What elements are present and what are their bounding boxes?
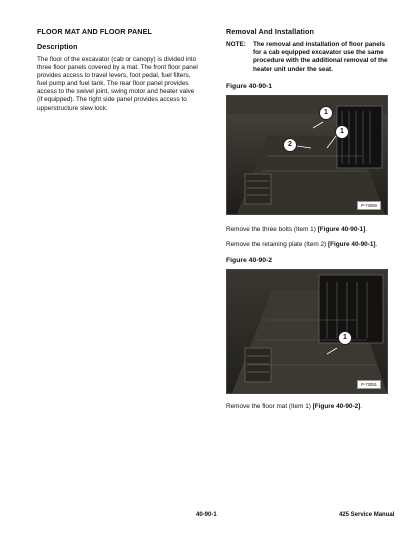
- figure-2-label: Figure 40-90-2: [226, 257, 273, 264]
- paragraph-line: fuel pump and fuel tank. The rear floor panel provides: [37, 80, 189, 88]
- figure-2-photo: [226, 269, 388, 394]
- step-3-end: .: [360, 403, 363, 410]
- photo-tag-1: P-73050: [357, 201, 381, 210]
- note-block: [226, 41, 404, 74]
- paragraph-line: (if equipped). The right side panel provides access to: [37, 96, 187, 104]
- paragraph-line: access to the swivel joint, swing motor and heater valve: [37, 88, 195, 96]
- figure-1-photo: [226, 95, 388, 215]
- note-line: procedure with the additional removal of the: [253, 57, 388, 65]
- figure-1-label: Figure 40-90-1: [226, 83, 273, 90]
- photo-tag-2: P-73051: [357, 380, 381, 389]
- callout-1: 1: [338, 331, 352, 345]
- step-1: [226, 226, 367, 234]
- step-2-end: .: [375, 241, 378, 248]
- callout-2: 2: [283, 138, 297, 152]
- page-number: 40-90-1: [196, 512, 217, 518]
- note-line: for a cab equipped excavator use the same: [253, 49, 384, 57]
- paragraph-line: provides access to travel levers, foot pedal, fuel filters,: [37, 72, 191, 80]
- step-2-text: Remove the retaining plate (Item 2): [226, 241, 328, 248]
- step-1-ref: [Figure 40-90-1]: [317, 226, 366, 233]
- step-3-text: Remove the floor mat (Item 1): [226, 403, 313, 410]
- step-3: [226, 403, 362, 411]
- floor-photo-1: [227, 96, 387, 214]
- step-2-ref: [Figure 40-90-1]: [327, 241, 376, 248]
- note-line: The removal and installation of floor panels: [253, 41, 386, 48]
- removal-heading: Removal And Installation: [226, 27, 314, 36]
- note-line: heater unit under the seat.: [253, 65, 333, 73]
- step-2: [226, 241, 377, 249]
- callout-1-top: 1: [319, 106, 333, 120]
- section-title: FLOOR MAT AND FLOOR PANEL: [37, 27, 152, 36]
- note-label: NOTE:: [226, 41, 246, 48]
- manual-title: 425 Service Manual: [339, 512, 395, 518]
- step-1-end: .: [365, 226, 368, 233]
- callout-1-right: 1: [335, 125, 349, 139]
- paragraph-line: The floor of the excavator (cab or canopy) is divided into: [37, 56, 197, 63]
- paragraph-line: upperstructure slew lock.: [37, 104, 108, 112]
- description-paragraph: [37, 56, 215, 113]
- paragraph-line: three floor panels covered by a mat. The front floor panel: [37, 64, 198, 72]
- step-1-text: Remove the three bolts (Item 1): [226, 226, 318, 233]
- step-3-ref: [Figure 40-90-2]: [312, 403, 361, 410]
- floor-photo-2: [227, 270, 387, 393]
- description-heading: Description: [37, 42, 78, 51]
